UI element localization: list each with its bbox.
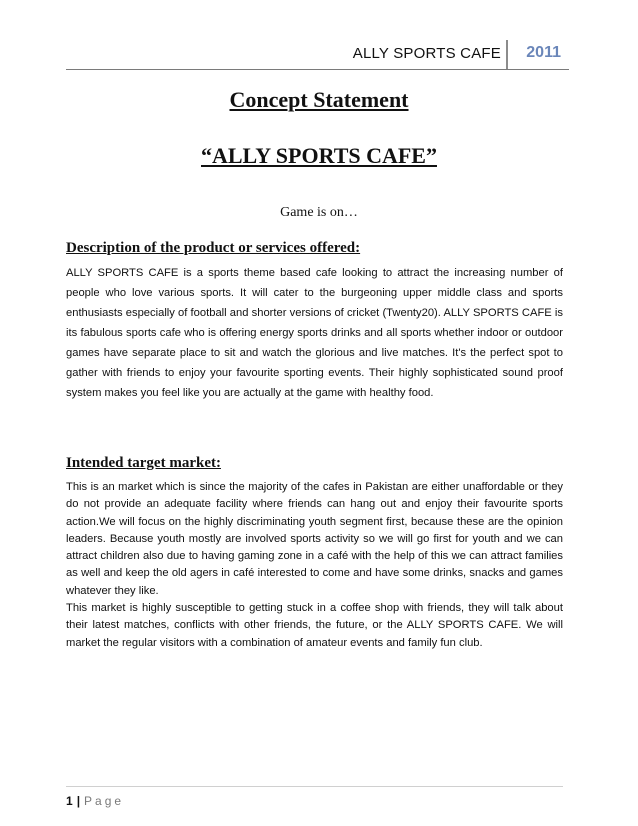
page-number: 1 (66, 794, 73, 808)
footer-separator: | (76, 794, 81, 808)
footer-rule (66, 786, 563, 787)
header-year: 2011 (526, 44, 561, 61)
header-title: ALLY SPORTS CAFE (352, 45, 501, 62)
header-rule (66, 69, 569, 70)
section-heading-target-market: Intended target market: (66, 455, 221, 471)
paragraph: ALLY SPORTS CAFE is a sports theme based cafe looking to attract the increasing number of people who love various sports. It will cater to the burgeoning upper middle class and sports enthusiasts especially of football and shorter versions of cricket (Twenty20). ALLY SPORTS CAFE is its fabulous sports cafe who is offering energy sports drinks and all sports whether indoor or outdoor games have separate place to sit and watch the glorious and live matches. It's the perfect spot to gather with friends to enjoy your favourite sporting events. Their highly sophisticated sound proof system makes you feel like you are actually at the game with healthy food. (66, 267, 563, 399)
section-heading-description: Description of the product or services offered: (66, 240, 361, 256)
header-divider (506, 40, 508, 70)
page-footer (66, 794, 124, 808)
page-label: Page (84, 794, 125, 808)
cafe-name-title: “ALLY SPORTS CAFE” (201, 143, 437, 168)
page-header (66, 40, 569, 70)
tagline: Game is on… (280, 205, 358, 220)
document-title: Concept Statement (229, 87, 409, 112)
paragraph: This is an market which is since the majority of the cafes in Pakistan are either unaffordable or they do not provide an adequate facility where friends can hang out and enjoy their favourite sports action.We will focus on the highly discriminating youth segment first, because these are the opinion leaders. Because youth mostly are involved sports activity so we will go first for youth and we can attract children also due to having gaming zone in a café with the help of this we can attract families as well and keep the old agers in café interested to come and have some drinks, snacks and games whatever they like. (66, 481, 563, 597)
section-body-target-market (66, 479, 563, 652)
section-body-description (66, 263, 563, 403)
paragraph: This market is highly susceptible to getting stuck in a coffee shop with friends, they will talk about their latest matches, conflicts with other friends, the future, or the ALLY SPORTS CAFE. We will market the regular visitors with a combination of amateur events and family fun club. (66, 602, 563, 649)
